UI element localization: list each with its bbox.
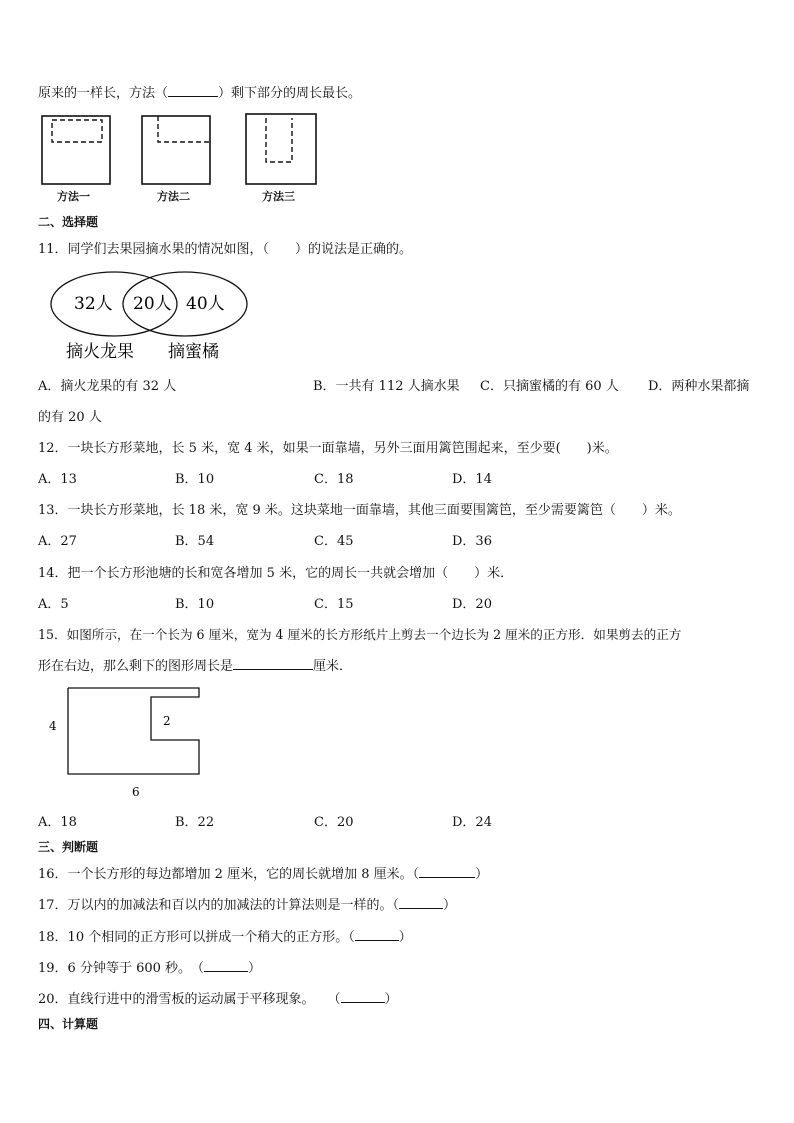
q10-tail-before: 原来的一样长，方法（: [38, 86, 169, 101]
q19-answer-blank[interactable]: [204, 959, 248, 972]
q10-fig1-label: 方法一: [57, 190, 90, 203]
q10-fig3-label: 方法三: [262, 190, 295, 203]
q14-option-a[interactable]: A．5: [38, 597, 69, 612]
q11-option-a[interactable]: A．摘火龙果的有 32 人: [38, 379, 177, 394]
q15-label-bottom: 6: [132, 785, 140, 799]
q15-line2-before: 形在右边，那么剩下的图形周长是: [38, 659, 234, 674]
q17-text: 17．万以内的加减法和百以内的加减法的计算法则是一样的。（: [38, 898, 400, 913]
q10-fig2-label: 方法二: [157, 190, 190, 203]
q17-answer-blank[interactable]: [399, 896, 443, 909]
q17-close: ）: [443, 898, 457, 913]
q20: [38, 988, 398, 1007]
q14-stem: 14．把一个长方形池塘的长和宽各增加 5 米，它的周长一共就会增加（ ）米．: [38, 566, 514, 581]
q16: [38, 863, 488, 882]
q20-answer-blank[interactable]: [341, 990, 385, 1003]
venn-left-value: 32人: [74, 294, 113, 314]
q19-text: 19．6 分钟等于 600 秒。 （: [38, 961, 205, 976]
q13-stem: 13．一块长方形菜地，长 18 米，宽 9 米。这块菜地一面靠墙，其他三面要围篱笆，至少需要篱笆（ ）米。: [38, 503, 681, 518]
q15-label-left: 4: [49, 719, 57, 733]
q13-option-c[interactable]: C．45: [314, 534, 354, 549]
q11-venn-diagram: [50, 270, 260, 365]
q19-close: ）: [248, 961, 262, 976]
q10-fig3-square: [246, 114, 316, 184]
venn-right-value: 40人: [186, 294, 225, 314]
q15-line2-after: 厘米．: [313, 659, 353, 674]
q15-figure: [40, 680, 220, 805]
q18-answer-blank[interactable]: [355, 928, 399, 941]
q14-option-c[interactable]: C．15: [314, 597, 354, 612]
q13-option-d[interactable]: D．36: [452, 534, 492, 549]
q15-option-a[interactable]: A．18: [38, 815, 77, 830]
q11-option-b[interactable]: B．一共有 112 人摘水果: [313, 379, 460, 394]
q20-close: ）: [384, 992, 398, 1007]
q12-stem: 12．一块长方形菜地，长 5 米，宽 4 米，如果一面靠墙，另外三面用篱笆围起来，至少要( )米。: [38, 441, 618, 456]
q16-close: ）: [475, 867, 489, 882]
q10-fig2-cut: [158, 116, 210, 142]
q10-tail: [38, 82, 361, 101]
q12-option-a[interactable]: A．13: [38, 472, 77, 487]
q19: [38, 957, 261, 976]
section-heading-judgment: 三、判断题: [38, 840, 99, 854]
q16-text: 16．一个长方形的每边都增加 2 厘米，它的周长就增加 8 厘米。（: [38, 867, 420, 882]
q18-text: 18．10 个相同的正方形可以拼成一个稍大的正方形。（: [38, 930, 355, 945]
q18: [38, 926, 412, 945]
q17: [38, 894, 456, 913]
q15-answer-blank[interactable]: [233, 657, 313, 670]
venn-middle-value: 20人: [133, 294, 172, 314]
q15-option-b[interactable]: B．22: [175, 815, 215, 830]
q11-stem: 11．同学们去果园摘水果的情况如图，（ ）的说法是正确的。: [38, 242, 413, 257]
q15-option-d[interactable]: D．24: [452, 815, 492, 830]
q15-stem-line1: 15．如图所示，在一个长为 6 厘米，宽为 4 厘米的长方形纸片上剪去一个边长为 2 厘米的正方形．如果剪去的正方: [38, 627, 682, 642]
q10-fig3-cut: [266, 118, 292, 162]
section-heading-calculation: 四、计算题: [38, 1017, 99, 1031]
q10-fig2-square: [142, 116, 210, 184]
q20-text: 20．直线行进中的滑雪板的运动属于平移现象。 （: [38, 992, 341, 1007]
q11-option-c[interactable]: C．只摘蜜橘的有 60 人: [480, 379, 619, 394]
section-heading-choice: 二、选择题: [38, 215, 99, 229]
q12-option-c[interactable]: C．18: [314, 472, 354, 487]
q14-option-d[interactable]: D．20: [452, 597, 492, 612]
q15-option-c[interactable]: C．20: [314, 815, 354, 830]
venn-right-label: 摘蜜橘: [168, 342, 219, 362]
q16-answer-blank[interactable]: [419, 865, 475, 878]
q10-answer-blank[interactable]: [168, 84, 218, 97]
q15-shape-outline: [68, 688, 199, 774]
q18-close: ）: [398, 930, 412, 945]
q15-stem-line2: [38, 655, 352, 674]
q10-fig1-cut: [52, 120, 102, 142]
q10-tail-after: ）剩下部分的周长最长。: [218, 86, 362, 101]
q14-option-b[interactable]: B．10: [175, 597, 215, 612]
q13-option-a[interactable]: A．27: [38, 534, 77, 549]
q11-option-d[interactable]: D．两种水果都摘: [648, 379, 750, 394]
q12-option-b[interactable]: B．10: [175, 472, 215, 487]
q12-option-d[interactable]: D．14: [452, 472, 492, 487]
q11-option-d-continued: 的有 20 人: [38, 410, 102, 425]
q13-option-b[interactable]: B．54: [175, 534, 215, 549]
venn-left-label: 摘火龙果: [66, 342, 134, 362]
q15-label-inner: 2: [163, 714, 171, 728]
